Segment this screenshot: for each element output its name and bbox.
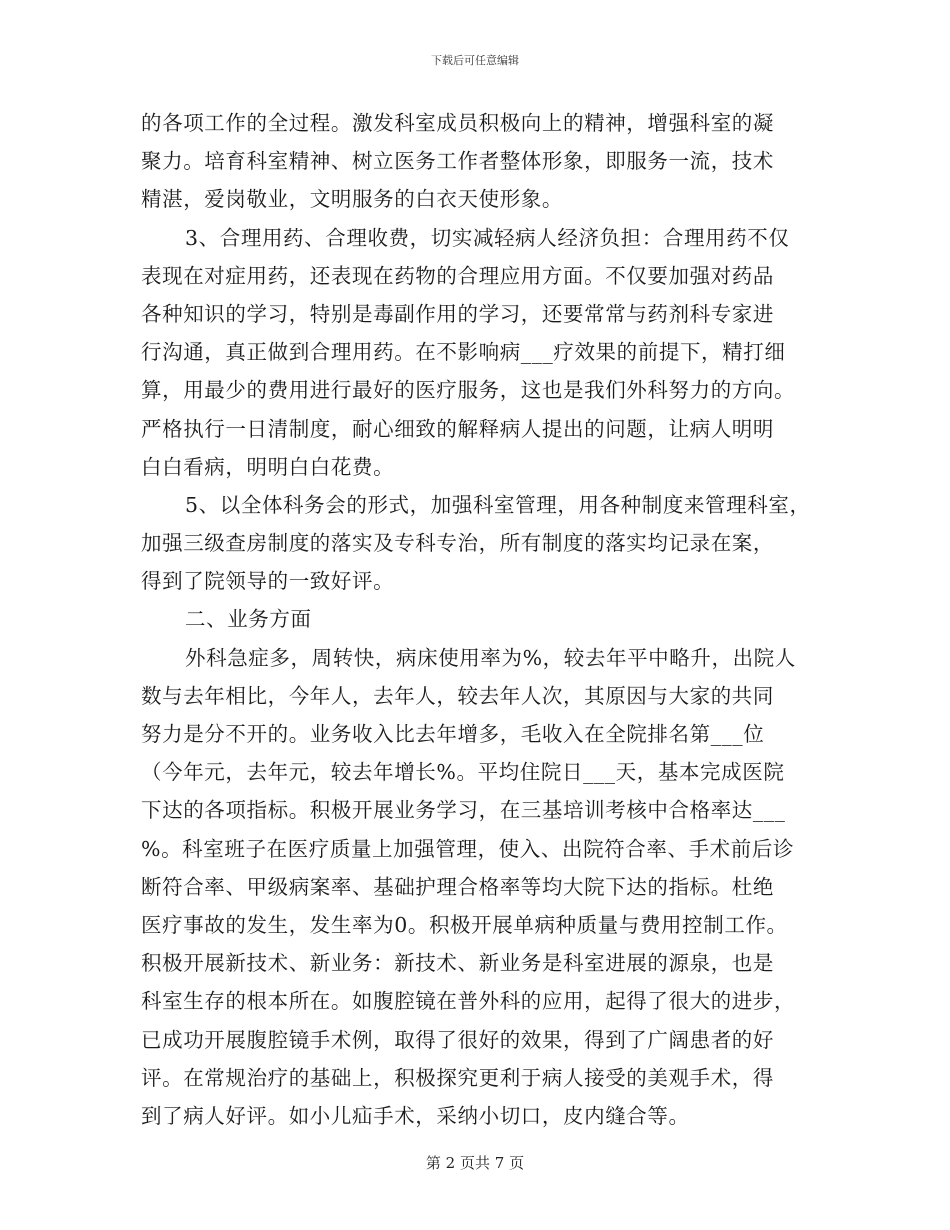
text-line: （今年元，去年元，较去年增长%。平均住院日___天，基本完成医院 <box>141 760 785 785</box>
text-line: 聚力。培育科室精神、树立医务工作者整体形象，即服务一流，技术 <box>141 149 774 174</box>
text-line: 积极开展新技术、新业务：新技术、新业务是科室进展的源泉，也是 <box>141 951 774 976</box>
text-line: 表现在对症用药，还表现在药物的合理应用方面。不仅要加强对药品 <box>141 263 774 288</box>
text-line: 3、合理用药、合理收费，切实减轻病人经济负担：合理用药不仅 <box>185 225 790 250</box>
text-line: 到了病人好评。如小儿疝手术，采纳小切口，皮内缝合等。 <box>141 1103 690 1128</box>
page-header-note: 下载后可任意编辑 <box>431 54 519 67</box>
text-line: 的各项工作的全过程。激发科室成员积极向上的精神，增强科室的凝 <box>141 111 774 135</box>
text-line: 外科急症多，周转快，病床使用率为%，较去年平中略升，出院人 <box>185 645 796 670</box>
text-line: 断符合率、甲级病案率、基础护理合格率等均大院下达的指标。杜绝 <box>141 874 774 899</box>
text-line: 医疗事故的发生，发生率为0。积极开展单病种质量与费用控制工作。 <box>141 912 788 937</box>
text-line: 5、以全体科务会的形式，加强科室管理，用各种制度来管理科室， <box>185 492 811 517</box>
page-number: 第 2 页共 7 页 <box>425 1154 525 1172</box>
text-line: 努力是分不开的。业务收入比去年增多，毛收入在全院排名第___位 <box>141 722 765 746</box>
text-line: 严格执行一日清制度，耐心细致的解释病人提出的问题，让病人明明 <box>141 416 774 441</box>
text-line: 下达的各项指标。积极开展业务学习，在三基培训考核中合格率达___ <box>141 798 786 823</box>
text-line: 加强三级查房制度的落实及专科专治，所有制度的落实均记录在案， <box>141 531 774 556</box>
text-line: 行沟通，真正做到合理用药。在不影响病___疗效果的前提下，精打细 <box>141 340 786 365</box>
document-body <box>141 104 821 1135</box>
text-line: 已成功开展腹腔镜手术例，取得了很好的效果，得到了广阔患者的好 <box>141 1027 774 1052</box>
text-line: 精湛，爱岗敬业，文明服务的白衣天使形象。 <box>141 187 563 212</box>
text-line: 得到了院领导的一致好评。 <box>141 569 395 594</box>
text-line: 数与去年相比，今年人，去年人，较去年人次，其原因与大家的共同 <box>141 683 774 708</box>
section-heading: 二、业务方面 <box>185 607 312 632</box>
text-line: %。科室班子在医疗质量上加强管理，使入、出院符合率、手术前后诊 <box>141 836 795 861</box>
text-line: 科室生存的根本所在。如腹腔镜在普外科的应用，起得了很大的进步， <box>141 989 796 1014</box>
text-line: 各种知识的学习，特别是毒副作用的学习，还要常常与药剂科专家进 <box>141 301 774 326</box>
text-line: 算，用最少的费用进行最好的医疗服务，这也是我们外科努力的方向。 <box>141 378 796 403</box>
text-line: 评。在常规治疗的基础上，积极探究更利于病人接受的美观手术，得 <box>141 1065 774 1090</box>
text-line: 白白看病，明明白白花费。 <box>141 454 395 479</box>
